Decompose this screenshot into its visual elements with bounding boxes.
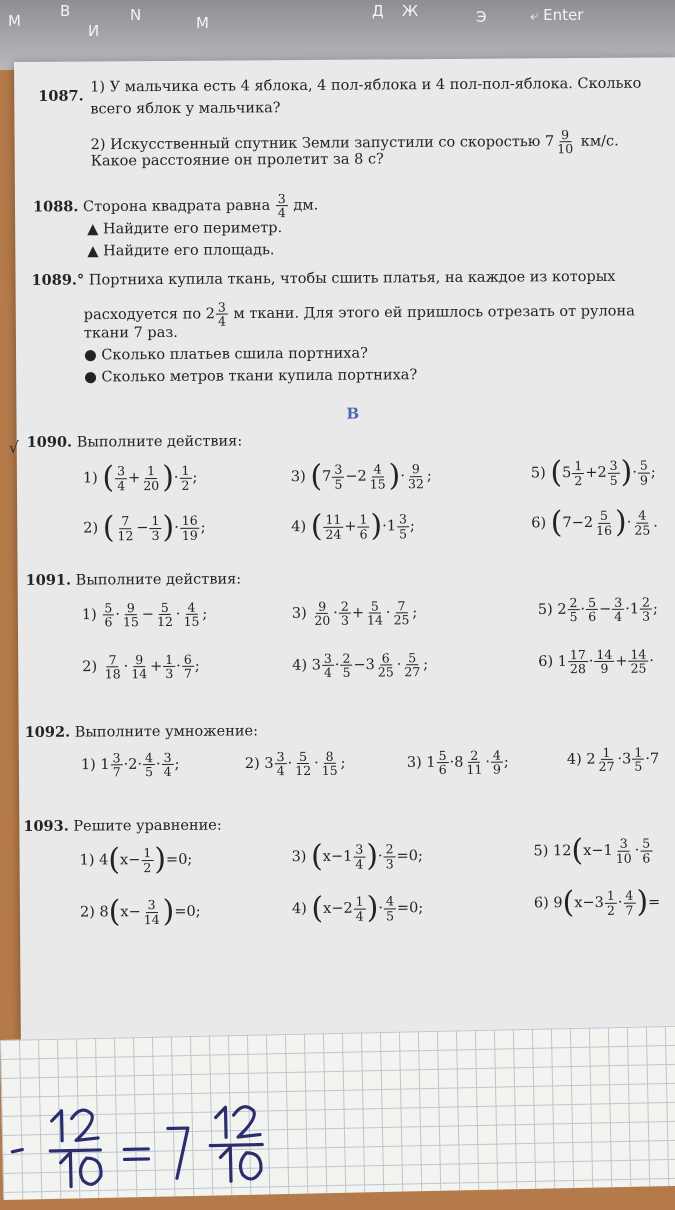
problem-1090-item-4: 4) ( $\frac{11}{24}$ + $\frac{1}{6}$ )·1 $\frac{3}{5}$ ; <box>291 508 415 544</box>
problem-1092-item-4: 4) 2 $\frac{1}{27}$ ·3 $\frac{1}{5}$ ·7 <box>566 744 660 775</box>
problem-1090-item-6: 6) (7−2 $\frac{5}{16}$ )· $\frac{4}{25}$ . <box>531 504 658 541</box>
problem-1089-text-2: расходуется по 2 $\frac{3}{4}$ м ткани. Для этого ей пришлось отрезать от рулона <box>83 299 635 329</box>
keyboard-key: Ж <box>402 2 419 20</box>
problem-1091-item-3: 3) $\frac{9}{20}$ · $\frac{2}{3}$ + $\frac{5}{14}$ · $\frac{7}{25}$ ; <box>291 598 418 629</box>
keyboard-key: Э <box>476 8 487 26</box>
problem-1093-item-4: 4) (x−2 $\frac{1}{4}$ )· $\frac{4}{5}$ =0; <box>291 890 424 926</box>
check-mark: √ <box>8 437 19 458</box>
problem-1087-text-1: 1) У мальчика есть 4 яблока, 4 пол-яблока и 4 пол-пол-яблока. Сколько <box>90 75 642 96</box>
notebook-grid <box>0 1026 675 1200</box>
keyboard-key: N <box>130 6 142 24</box>
section-letter: В <box>346 404 360 423</box>
problem-1087-text-4: Какое расстояние он пролетит за 8 с? <box>90 151 384 170</box>
keyboard-key: И <box>88 22 100 40</box>
problem-1091-item-1: 1) $\frac{5}{6}$ · $\frac{9}{15}$ − $\frac{5}{12}$ · $\frac{4}{15}$ ; <box>81 599 208 630</box>
keyboard-key: В <box>60 2 71 20</box>
problem-1091-title: 1091. Выполните действия: <box>25 571 242 589</box>
problem-1089-bullet-2: ● Сколько метров ткани купила портниха? <box>84 367 418 386</box>
problem-1092-title: 1092. Выполните умножение: <box>24 723 259 741</box>
problem-1090-item-1: 1) ( $\frac{3}{4}$ + $\frac{1}{20}$ )· $\frac{1}{2}$ ; <box>82 459 198 496</box>
problem-1093-item-5: 5) 12(x−1 $\frac{3}{10}$ · $\frac{5}{6}$ <box>533 833 651 869</box>
problem-1087-text-3: 2) Искусственный спутник Земли запустили со скоростью 7 $\frac{9}{10}$ км/с. <box>90 127 619 157</box>
problem-1087-number: 1087. <box>38 87 84 105</box>
problem-1093-item-2: 2) 8(x− $\frac{3}{14}$ )=0; <box>79 893 201 930</box>
keyboard-key: М <box>196 14 209 32</box>
problem-1093-item-6: 6) 9(x−3 $\frac{1}{2}$ · $\frac{4}{7}$ )= <box>533 884 661 921</box>
problem-1087-text-2: всего яблок у мальчика? <box>90 100 281 118</box>
problem-1092-item-1: 1) 1 $\frac{3}{7}$ ·2· $\frac{4}{5}$ · $\frac{3}{4}$ ; <box>80 749 180 780</box>
keyboard-key: Д <box>372 2 384 20</box>
problem-1090-item-2: 2) ( $\frac{7}{12}$ − $\frac{1}{3}$ )· $\frac{16}{19}$ ; <box>83 509 206 546</box>
problem-1089-text-3: ткани 7 раз. <box>83 324 178 342</box>
problem-1091-item-4: 4) 3 $\frac{3}{4}$ · $\frac{2}{5}$ −3 $\frac{6}{25}$ · $\frac{5}{27}$ ; <box>292 650 429 680</box>
handwritten-fraction <box>0 1026 675 1210</box>
problem-1092-item-3: 3) 1 $\frac{5}{6}$ ·8 $\frac{2}{11}$ · $\frac{4}{9}$ ; <box>406 747 509 778</box>
problem-1093-item-3: 3) (x−1 $\frac{3}{4}$ )· $\frac{2}{3}$ =0; <box>291 838 423 874</box>
problem-1089-text-1: 1089.° Портниха купила ткань, чтобы сшить платья, на каждое из которых <box>31 268 616 289</box>
problem-1088-text-1: 1088. Сторона квадрата равна $\frac{3}{4}$ дм. <box>32 191 319 221</box>
problem-1093-title: 1093. Решите уравнение: <box>23 817 222 835</box>
problem-1091-item-2: 2) $\frac{7}{18}$ · $\frac{9}{14}$ + $\frac{1}{3}$ · $\frac{6}{7}$ ; <box>82 651 200 682</box>
problem-1090-item-5: 5) (5 $\frac{1}{2}$ +2 $\frac{3}{5}$ )· $\frac{5}{9}$ ; <box>530 454 656 491</box>
keyboard-key: ⤶ Enter <box>530 6 584 24</box>
problem-1088-text-2: ▲ Найдите его периметр. <box>87 220 283 238</box>
problem-1092-item-2: 2) 3 $\frac{3}{4}$ · $\frac{5}{12}$ · $\frac{8}{15}$ ; <box>244 748 346 779</box>
problem-1089-bullet-1: ● Сколько платьев сшила портниха? <box>83 345 368 364</box>
problem-1093-item-1: 1) 4(x− $\frac{1}{2}$ )=0; <box>79 841 193 878</box>
problem-1090-title: 1090. Выполните действия: <box>26 433 243 451</box>
problem-1091-item-5: 5) 2 $\frac{2}{5}$ · $\frac{5}{6}$ − $\frac{3}{4}$ ·1 $\frac{2}{3}$ ; <box>537 594 658 625</box>
problem-1088-text-3: ▲ Найдите его площадь. <box>87 242 275 260</box>
textbook-page <box>8 57 675 1040</box>
problem-1091-item-6: 6) 1 $\frac{17}{28}$ · $\frac{14}{9}$ + $\frac{14}{25}$ · <box>538 646 655 677</box>
problem-1090-item-3: 3) (7 $\frac{3}{5}$ −2 $\frac{4}{15}$ )· $\frac{9}{32}$ ; <box>290 458 432 494</box>
keyboard-key: М <box>8 12 21 30</box>
